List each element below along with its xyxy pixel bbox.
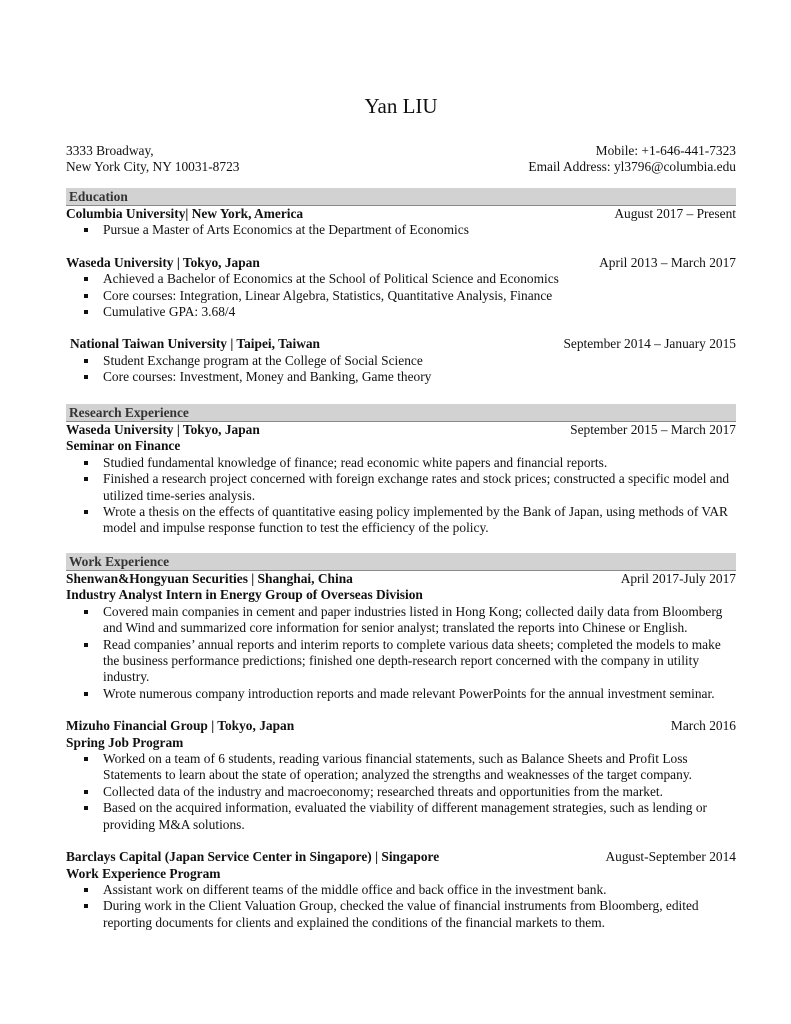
square-bullet-icon [84,375,88,379]
institution-name: Columbia University| New York, America [66,206,304,221]
bullet-text: Worked on a team of 6 students, reading various financial statements, such as Balance Sheets and Profit Loss Statements to learn about the state of operation; analyzed the strengths and weaknesses of the target company. [103,751,692,783]
list-item [66,369,736,385]
square-bullet-icon [84,277,88,281]
list-item [66,353,736,369]
institution-name: Waseda University | Tokyo, Japan [66,254,260,270]
date-range: March 2016 [670,718,736,734]
company-name: Barclays Capital (Japan Service Center in Singapore) | Singapore [66,849,440,865]
bullet-list [66,222,736,238]
list-item [66,471,736,504]
square-bullet-icon [84,461,88,465]
square-bullet-icon [84,692,88,696]
email-address: Email Address: yl3796@columbia.edu [528,159,736,175]
bullet-list [66,271,736,320]
section-header-education: Education [66,188,736,206]
section-header-research: Research Experience [66,404,736,422]
institution-name: National Taiwan University | Taipei, Taiwan [70,336,321,352]
bullet-text: Core courses: Investment, Money and Banking, Game theory [103,369,432,385]
address-block [66,143,239,176]
list-item [66,686,736,702]
contact-block [66,143,736,176]
bullet-text: Achieved a Bachelor of Economics at the School of Political Science and Economics [103,271,559,287]
date-range: August 2017 – Present [614,206,736,221]
bullet-text: Core courses: Integration, Linear Algebra, Statistics, Quantitative Analysis, Finance [103,287,553,303]
company-name: Shenwan&Hongyuan Securities | Shanghai, China [66,571,353,586]
list-item [66,288,736,304]
date-range: April 2013 – March 2017 [599,254,736,270]
date-range: April 2017-July 2017 [620,571,736,586]
research-section [66,404,736,537]
phone-email-block [528,143,736,176]
section-header-work: Work Experience [66,553,736,571]
list-item [66,504,736,537]
square-bullet-icon [84,904,88,908]
list-item [66,222,736,238]
square-bullet-icon [84,228,88,232]
list-item [66,784,736,800]
square-bullet-icon [84,510,88,514]
entry-header [66,571,736,587]
entry-header [66,255,736,271]
list-item [66,800,736,833]
bullet-text: Read companies’ annual reports and interim reports to complete various data sheets; completed the models to make the business performance predictions; finished one depth-research report concerned with the company in utility industry. [103,636,721,685]
list-item [66,455,736,471]
bullet-text: Pursue a Master of Arts Economics at the Department of Economics [103,222,469,238]
research-entry [66,422,736,537]
education-entry [66,206,736,239]
role-title: Spring Job Program [66,734,184,750]
work-entry [66,849,736,931]
role-title: Industry Analyst Intern in Energy Group of Overseas Division [66,587,423,603]
entry-header [66,206,736,222]
bullet-list [66,604,736,702]
bullet-list [66,455,736,537]
list-item [66,898,736,931]
entry-header [66,849,736,865]
mobile-number: Mobile: +1-646-441-7323 [595,143,736,158]
bullet-text: During work in the Client Valuation Group, checked the value of financial instruments from Bloomberg, edited reporting documents for clients and explained the conditions of the financial markets to them. [103,898,699,930]
bullet-text: Cumulative GPA: 3.68/4 [103,304,236,320]
square-bullet-icon [84,310,88,314]
work-entry [66,718,736,833]
list-item [66,751,736,784]
list-item [66,637,736,686]
square-bullet-icon [84,790,88,794]
square-bullet-icon [84,806,88,810]
address-line-1: 3333 Broadway, [66,143,154,158]
bullet-list [66,882,736,931]
square-bullet-icon [84,610,88,614]
work-entry [66,571,736,702]
bullet-list [66,353,736,386]
entry-header [70,336,736,352]
square-bullet-icon [84,888,88,892]
education-entry [66,255,736,321]
date-range: August-September 2014 [605,849,736,865]
bullet-text: Based on the acquired information, evaluated the viability of different management strategies, such as lending or providing M&A solutions. [103,800,707,832]
date-range: September 2014 – January 2015 [563,336,736,352]
education-entry [66,336,736,385]
list-item [66,604,736,637]
bullet-text: Collected data of the industry and macroeconomy; researched threats and opportunities from the market. [103,783,663,799]
square-bullet-icon [84,757,88,761]
square-bullet-icon [84,359,88,363]
bullet-text: Student Exchange program at the College of Social Science [103,352,423,368]
square-bullet-icon [84,477,88,481]
bullet-text: Assistant work on different teams of the middle office and back office in the investment bank. [103,881,607,897]
role-title: Work Experience Program [66,865,221,881]
date-range: September 2015 – March 2017 [570,422,736,437]
entry-header [66,422,736,438]
square-bullet-icon [84,294,88,298]
list-item [66,882,736,898]
bullet-text: Covered main companies in cement and paper industries listed in Hong Kong; collected daily data from Bloomberg and Wind and summarized core information for senior analyst; translated the reports into Chinese or English. [103,603,723,636]
address-line-2: New York City, NY 10031-8723 [66,159,240,175]
institution-name: Waseda University | Tokyo, Japan [66,422,260,437]
candidate-name: Yan LIU [364,94,438,118]
bullet-text: Finished a research project concerned with foreign exchange rates and stock prices; constructed a specific model and utilized time-series analysis. [103,471,730,503]
bullet-text: Wrote numerous company introduction reports and made relevant PowerPoints for the annual investment seminar. [103,685,715,701]
bullet-text: Wrote a thesis on the effects of quantitative easing policy implemented by the Bank of Japan, using methods of VAR model and impulse response function to test the efficiency of the policy. [103,504,728,536]
work-section [66,553,736,931]
bullet-text: Studied fundamental knowledge of finance; read economic white papers and financial reports. [103,454,608,470]
role-title: Seminar on Finance [66,438,181,454]
square-bullet-icon [84,643,88,647]
company-name: Mizuho Financial Group | Tokyo, Japan [66,718,295,734]
entry-header [66,718,736,734]
education-section [66,188,736,386]
bullet-list [66,751,736,833]
list-item [66,304,736,320]
list-item [66,271,736,287]
